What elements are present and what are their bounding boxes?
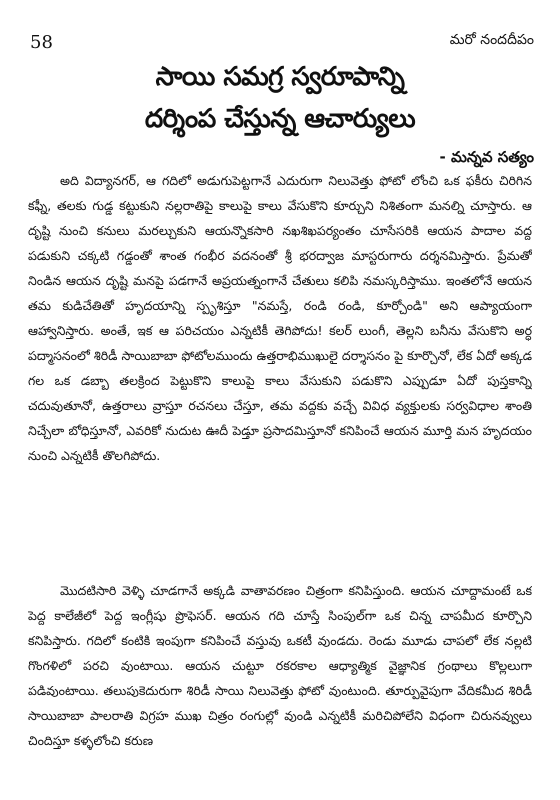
- article-title-line-1: సాయి సమగ్ర స్వరూపాన్ని: [155, 62, 405, 92]
- article-title-line-2: దర్శింప చేస్తున్న ఆచార్యులు: [144, 104, 416, 134]
- body-paragraph-1: అది విద్యానగర్, ఆ గదిలో అడుగుపెట్టగానే ఎదురుగా నిలువెత్తు ఫోటో లోంచి ఒక ఫకీరు చిరిగిన కఫ్నీ, తలకు గుడ్డ కట్టుకుని నల్లరాతిపై కాలుపై కాలు వేసుకొని కూర్చుని నిశితంగా మనల్ని చూస్తారు. ఆ దృష్టి నుంచి కనులు మరల్చుకుని ఆయన్నొకసారి నఖశిఖపర్యంతం చూసేసరికి ఆయన పాదాల వద్ద పడుకుని చక్కటి గడ్డంతో శాంత గంభీర వదనంతో శ్రీ భరద్వాజ మాస్టరుగారు దర్శనమిస్తారు. ప్రేమతో నిండిన ఆయన దృష్టి మనపై పడగానే అప్రయత్నంగానే చేతులు కలిపి నమస్కరిస్తాము. ఇంతలోనే ఆయన తమ కుడిచేతితో హృదయాన్ని స్పృశిస్తూ "నమస్తే, రండి రండి, కూర్చోండి" అని ఆప్యాయంగా ఆహ్వానిస్తారు. అంతే, ఇక ఆ పరిచయం ఎన్నటికీ తెగిపోదు! కలర్ లుంగీ, తెల్లని బనీను వేసుకొని అర్ధ పద్మాసనంలో శిరిడీ సాయిబాబా ఫోటోలముందు ఉత్తరాభిముఖులై దర్శాసనం పై కూర్చొనో, లేక ఏదో అక్కడ గల ఒక డబ్బా తలక్రింద పెట్టుకొని కాలుపై కాలు వేసుకుని పడుకొని ఎప్పుడూ ఏదో పుస్తకాన్ని చదువుతూనో, ఉత్తరాలు వ్రాస్తూ రచనలు చేస్తూ, తమ వద్దకు వచ్చే వివిధ వ్యక్తులకు సర్వవిధాల శాంతి నిచ్చేలా బోధిస్తూనో, ఎవరికో నుదుట ఊదీ పెడ్తూ ప్రసాదమిస్తూనో కనిపించే ఆయన మూర్తి మన హృదయం నుంచి ఎన్నటికీ తొలగిపోదు.: [28, 173, 532, 463]
- body-paragraph-2: మొదటిసారి వెళ్ళి చూడగానే అక్కడి వాతావరణం చిత్రంగా కనిపిస్తుంది. ఆయన చూద్దామంటే ఒక పెద్ద కాలేజీలో పెద్ద ఇంగ్లీషు ప్రొఫెసర్. ఆయన గది చూస్తే సింపుల్‌గా ఒక చిన్న చాపమీద కూర్చొని కనిపిస్తారు. గదిలో కంటికి ఇంపుగా కనిపించే వస్తువు ఒకటీ వుండదు. రెండు మూడు చాపలో లేక నల్లటి గొంగళిలో పరచి వుంటాయి. ఆయన చుట్టూ రకరకాల ఆధ్యాత్మిక వైజ్ఞానిక గ్రంథాలు కొల్లలుగా పడివుంటాయి. తలుపుకెదురుగా శిరిడీ సాయి నిలువెత్తు ఫోటో వుంటుంది. తూర్పువైపుగా వేదికమీద శిరిడీ సాయిబాబా పాలరాతి విగ్రహ ముఖ చిత్రం రంగుల్లో వుండి ఎన్నటికీ మరిచిపోలేని విధంగా చిరునవ్వులు చిందిస్తూ కళ్ళలోంచి కరుణ: [28, 583, 532, 748]
- author-byline: - మన్నవ సత్యం: [439, 148, 534, 166]
- running-header: మరో నందదీపం: [449, 32, 534, 48]
- page-number: 58: [30, 32, 53, 53]
